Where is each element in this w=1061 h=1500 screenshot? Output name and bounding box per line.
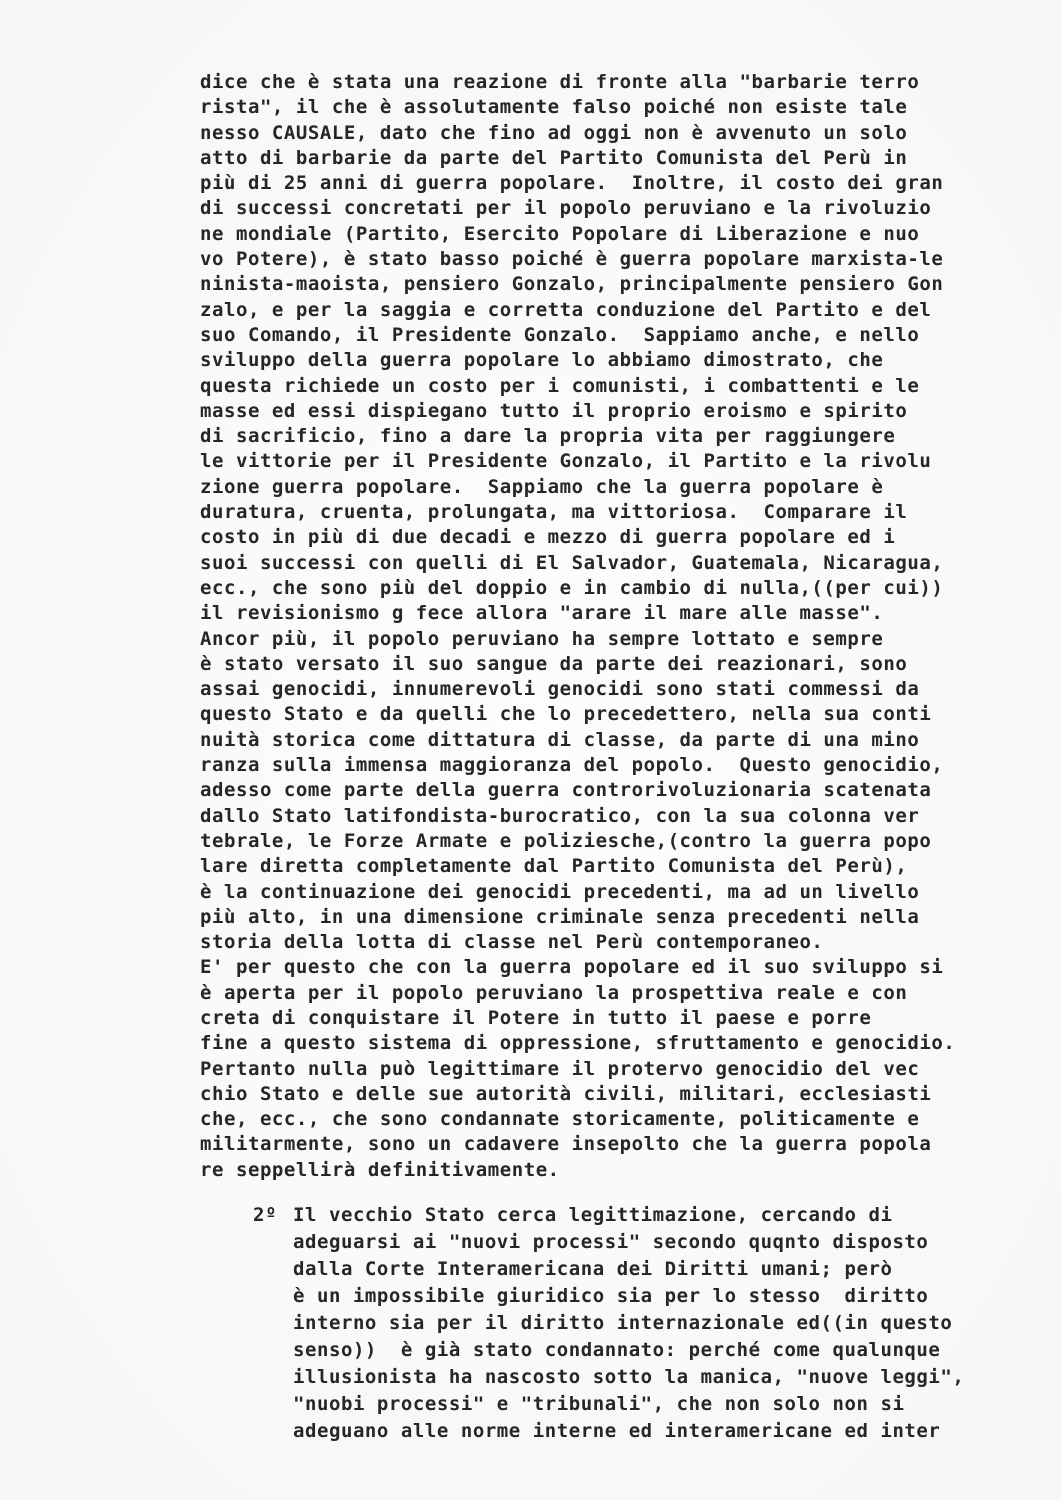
text-line: adesso come parte della guerra controrivoluzionaria scatenata [200,779,932,802]
text-line: questa richiede un costo per i comunisti, i combattenti e le [200,374,920,397]
text-line: nuità storica come dittatura di classe, da parte di una mino [200,728,920,751]
text-line: ranza sulla immensa maggioranza del popolo. Questo genocidio, [200,754,944,777]
text-line: più di 25 anni di guerra popolare. Inoltre, il costo dei gran [200,172,944,195]
item-number: 2º [253,1204,277,1226]
text-line: suo Comando, il Presidente Gonzalo. Sappiamo anche, e nello [200,323,920,346]
text-line: costo in più di due decadi e mezzo di guerra popolare ed i [200,526,896,549]
text-line: creta di conquistare il Potere in tutto il paese e porre [200,1006,872,1029]
text-line: è aperta per il popolo peruviano la prospettiva reale e con [200,981,908,1004]
text-line: sviluppo della guerra popolare lo abbiamo dimostrato, che [200,349,884,372]
text-line: zione guerra popolare. Sappiamo che la guerra popolare è [200,475,884,498]
item-text-line: "nuobi processi" e "tribunali", che non solo non si [293,1393,905,1415]
item-text-line: è un impossibile giuridico sia per lo stesso diritto [293,1285,929,1307]
text-line: duratura, cruenta, prolungata, ma vittoriosa. Comparare il [200,501,908,524]
item-text-line: interno sia per il diritto internazionale ed((in questo [293,1312,953,1334]
text-line: Pertanto nulla può legittimare il protervo genocidio del vec [200,1057,920,1080]
text-line: dallo Stato latifondista-burocratico, con la sua colonna ver [200,804,920,827]
text-line: nesso CAUSALE, dato che fino ad oggi non è avvenuto un solo [200,121,908,144]
text-line: storia della lotta di classe nel Perù contemporaneo. [200,931,824,954]
text-line: fine a questo sistema di oppressione, sfruttamento e genocidio. [200,1032,956,1055]
item-text-line: Il vecchio Stato cerca legittimazione, cercando di [293,1204,893,1226]
text-line: le vittorie per il Presidente Gonzalo, il Partito e la rivolu [200,450,932,473]
text-line: atto di barbarie da parte del Partito Comunista del Perù in [200,146,908,169]
text-line: assai genocidi, innumerevoli genocidi sono stati commessi da [200,678,920,701]
text-line: E' per questo che con la guerra popolare ed il suo sviluppo si [200,956,944,979]
body-paragraph [200,70,1030,1183]
text-line: masse ed essi dispiegano tutto il proprio eroismo e spirito [200,399,908,422]
text-line: rista", il che è assolutamente falso poiché non esiste tale [200,96,908,119]
text-line: è stato versato il suo sangue da parte dei reazionari, sono [200,652,908,675]
text-line: di sacrificio, fino a dare la propria vita per raggiungere [200,425,896,448]
text-line: è la continuazione dei genocidi precedenti, ma ad un livello [200,880,920,903]
text-line: tebrale, le Forze Armate e poliziesche,(contro la guerra popo [200,829,932,852]
text-line: ecc., che sono più del doppio e in cambio di nulla,((per cui)) [200,576,944,599]
item-text-line: senso)) è già stato condannato: perché come qualunque [293,1339,941,1361]
item-text-line: adeguarsi ai "nuovi processi" secondo quqnto disposto [293,1231,929,1253]
text-line: chio Stato e delle sue autorità civili, militari, ecclesiasti [200,1082,932,1105]
text-line: suoi successi con quelli di El Salvador, Guatemala, Nicaragua, [200,551,944,574]
item-text [293,1202,1033,1445]
item-text-line: adeguano alle norme interne ed interamericane ed inter [293,1420,941,1442]
text-line: questo Stato e da quelli che lo precedettero, nella sua conti [200,703,932,726]
text-line: più alto, in una dimensione criminale senza precedenti nella [200,905,920,928]
text-line: che, ecc., che sono condannate storicamente, politicamente e [200,1108,920,1131]
text-line: il revisionismo g fece allora "arare il mare alle masse". [200,602,884,625]
text-line: di successi concretati per il popolo peruviano e la rivoluzio [200,197,932,220]
text-line: zalo, e per la saggia e corretta conduzione del Partito e del [200,298,932,321]
text-line: lare diretta completamente dal Partito Comunista del Perù), [200,855,908,878]
text-line: vo Potere), è stato basso poiché è guerra popolare marxista-le [200,248,944,271]
text-line: ne mondiale (Partito, Esercito Popolare di Liberazione e nuo [200,222,920,245]
text-line: Ancor più, il popolo peruviano ha sempre lottato e sempre [200,627,884,650]
item-text-line: dalla Corte Interamericana dei Diritti umani; però [293,1258,893,1280]
text-line: militarmente, sono un cadavere insepolto che la guerra popola [200,1133,932,1156]
item-text-line: illusionista ha nascosto sotto la manica, "nuove leggi", [293,1366,965,1388]
text-line: dice che è stata una reazione di fronte alla "barbarie terro [200,71,920,93]
text-line: re seppellirà definitivamente. [200,1158,560,1181]
text-line: ninista-maoista, pensiero Gonzalo, principalmente pensiero Gon [200,273,944,296]
